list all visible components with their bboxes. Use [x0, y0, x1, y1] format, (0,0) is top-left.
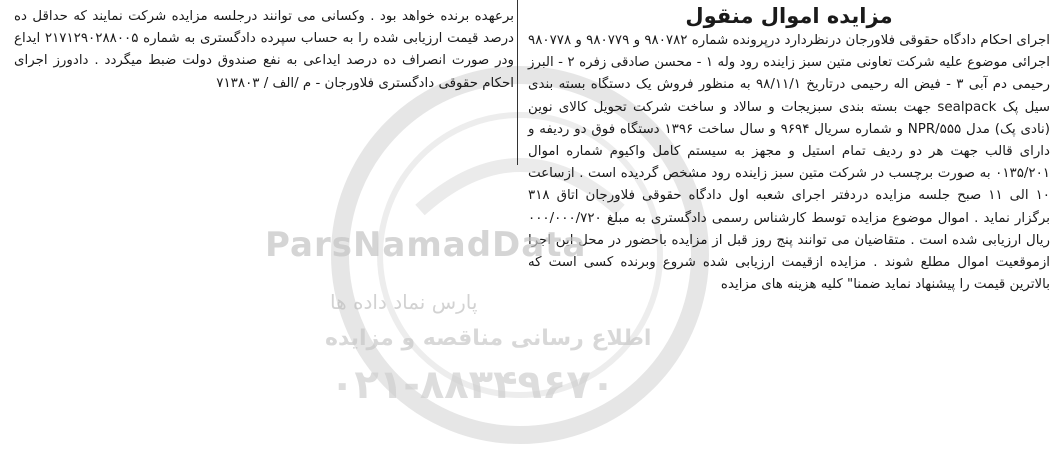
notice-title: مزایده اموال منقول: [685, 4, 893, 28]
notice-paragraph-main: اجرای احکام دادگاه حقوقی فلاورجان درنظردارد درپرونده شماره ۹۸۰۷۸۲ و ۹۸۰۷۷۹ و ۹۸۰۷۷۸ اجرائی موضوع علیه شرکت تعاونی متین سبز زاینده رود وله ۱ - محسن صادقی زفره ۲ - البرز رحیمی دم آبی ۳ - فیض اله رحیمی درتاریخ ۹۸/۱۱/۱ به منظور فروش یک دستگاه بسته بندی سیل پک sealpack جهت بسته بندی سبزیجات و سالاد و ساخت شرکت تحویل کالای نوین (نادی پک) مدل NPR/۵۵۵ و شماره سریال ۹۶۹۴ و سال ساخت ۱۳۹۶ دستگاه فوق دو ردیفه و دارای قالب جهت هر دو ردیف تمام استیل و مجهز به سیستم کامل واکیوم شماره اموال ۰۱۳۵/۲۰۱ به صورت برچسب در شرکت متین سبز زاینده رود مشخص گردیده است . ازساعت ۱۰ الی ۱۱ صبح جلسه مزایده دردفتر اجرای شعبه اول دادگاه حقوقی فلاورجان اتاق ۳۱۸ برگزار نماید . اموال موضوع مزایده توسط کارشناس رسمی دادگستری به مبلغ ۰۰۰/۰۰۰/۷۲۰ ریال ارزیابی شده است . متقاضیان می توانند پنج روز قبل از مزایده باحضور در محل این اجرا ازموقعیت اموال مطلع شوند . مزایده ازقیمت ارزیابی شده شروع وبرنده کسی است که بالاترین قیمت را پیشنهاد نماید ضمنا" کلیه هزینه های مزایده: [528, 33, 1051, 293]
notice-paragraph-continued: برعهده برنده خواهد بود . وکسانی می توانند درجلسه مزایده شرکت نمایند که حداقل ده درصد قیمت ارزیابی شده را به حساب سپرده دادگستری به شماره ۲۱۷۱۲۹۰۲۸۸۰۰۵ ایداع ودر صورت انصراف ده درصد ایداعی به نفع صندوق دولت ضبط میگردد . دادورز اجرای احکام حقوقی دادگستری فلاورجان - م /الف / ۷۱۳۸۰۳: [14, 9, 514, 91]
notice-body-right-column: [528, 30, 1050, 296]
column-divider: [517, 0, 518, 165]
watermark-phone: ۰۲۱-۸۸۳۴۹۶۷۰: [330, 362, 616, 408]
watermark-brand: ParsNamadData: [265, 225, 587, 265]
watermark-tagline: پارس نماد داده ها: [330, 290, 478, 314]
notice-body-left-column: [14, 6, 514, 95]
watermark-subtitle: اطلاع رسانی مناقصه و مزایده: [325, 326, 652, 351]
